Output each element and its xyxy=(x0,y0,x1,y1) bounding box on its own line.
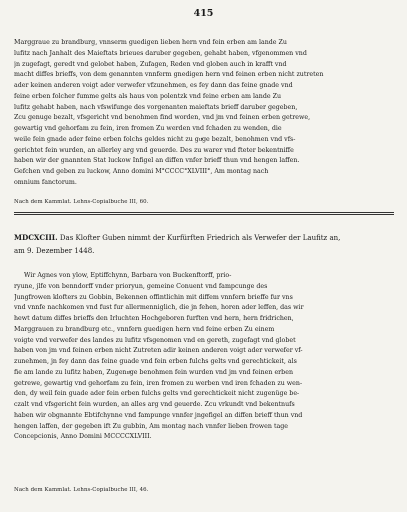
text-line: Jungfrowen klofters zu Gobbin, Bekennen offintlichin mit diffem vnnfern brieffe fur vns xyxy=(14,293,293,301)
text-line: haben wir der gnannten Stat luckow Infigel an diffen vnfer brieff thun vnd hengen laffen. xyxy=(14,157,300,165)
text-line: fie am lande zu lufitz haben, Zugenuͤge benohmen fein wurden vnd jm vnd feinen erben xyxy=(14,368,293,376)
text-line: feine erben folcher fumme gelts als haus von polentzk vnd feine erben am lande Zu xyxy=(14,92,282,100)
text-line: omnium fanctorum. xyxy=(14,178,77,186)
text-line: zunehmen, jn fey dann das feine guade vnd fein erben fulchs gelts vnd gerechtickeit, als xyxy=(14,358,297,365)
divider xyxy=(14,212,394,213)
text-line: Marggraue zu brandburg, vnnserm guedigen lieben hern vnd fein erben am lande Zu xyxy=(14,39,287,46)
text-line: jn zugefagt, geredt vnd gelobet haben, Zufagen, Reden vnd globen auch in krafft vnd xyxy=(14,60,287,68)
text-line: Marggrauen zu brandburg etc., vnnfern guedigen hern vnd feine erben Zu einem xyxy=(14,325,275,333)
heading-line xyxy=(14,232,399,245)
heading-text: Das Klofter Guben nimmt der Kurfürften Friedrich als Verwefer der Laufitz an, xyxy=(59,234,341,242)
divider xyxy=(14,214,394,215)
document2-body xyxy=(14,271,394,443)
document-number: MDCXCIII. xyxy=(14,233,58,242)
source-note: Nach dem Kammlat. Lehns-Copialbuche III, 60. xyxy=(14,199,149,205)
text-line: haben von jm vnd feinen erben nicht Zutreten adir keinen anderen voigt ader verwefer vf- xyxy=(14,347,303,355)
heading-date: am 9. Dezember 1448. xyxy=(14,246,95,255)
text-line: haben wir obgnannte Ebtifchynne vnd fampunge vnnfer jngefigel an diffen brieff thun vnd xyxy=(14,411,303,419)
page-number: 415 xyxy=(193,8,214,19)
text-line: macht diffes brieffs, von dem genannten vnnferm gnedigen hern vnd feinen erben nicht zutreten xyxy=(14,71,324,79)
text-line: Gefchen vnd geben zu luckow, Anno domini M°CCCC°XLVIII°, Am montag nach xyxy=(14,168,269,175)
text-line: gerichtet fein wurden, an allerley arg vnd geuerde. Des zu warer vnd fteter bekentniffe xyxy=(14,146,294,154)
text-line: czalt vnd vfsgericht fein wurden, an alles arg vnd geuerde. Zcu vrkundt vnd bekentnufs xyxy=(14,401,295,408)
document1-body xyxy=(14,38,394,189)
text-line: hengen laffen, der gegeben ift Zu gubbin, Am montag nach vnnfer lieben frowen tage xyxy=(14,422,289,430)
text-line: den, dy weil fein guade ader fein erben fulchs gelts vnd gerechtickeit nicht zugenüge be- xyxy=(14,390,300,398)
text-line: Concepcionis, Anno Domini MCCCCXLVIII. xyxy=(14,433,152,441)
text-line: Zcu genuge bezalt, vfsgericht vnd benohmen find worden, vnd jm vnd feinen erben getrewe, xyxy=(14,114,311,122)
text-line: ader keinen anderen voigt ader verwefer vfzunehmen, es fey dann das feine gnade vnd xyxy=(14,82,293,89)
text-line: ryune, jlfe von benndorff vnder prioryun, gemeine Conuent vnd fampcunge des xyxy=(14,282,268,290)
document-heading xyxy=(14,232,399,257)
text-line: lufitz gehabt haben, nach vfswifunge des vorgenanten maieftats brieff daruber gegeben, xyxy=(14,103,298,111)
text-line: Wir Agnes von ylow, Eptiffchynn, Barbara von Buckenftorff, prio- xyxy=(24,272,232,279)
text-line: voigte vnd verwefer des landes zu lufitz vfsgenomen vnd en gereth, zugefagt vnd globet xyxy=(14,336,296,344)
text-line: lufitz nach Janhalt des Maieftats brieues daruber gegeben, gehabt haben, vfgenommen vnd xyxy=(14,49,307,57)
text-line: getrewe, gewartig vnd gehorfam zu fein, iren fromen zu werben vnd iren fchaden zu wen- xyxy=(14,379,303,387)
text-line: gewartig vnd gehorfam zu fein, iren fromen Zu werden vnd fchaden zu wenden, die xyxy=(14,125,282,132)
text-line: vnd vnnfe nachkomen vnd fust fur allermenniglich, die jn fehen, horen ader leffen, das wir xyxy=(14,304,304,312)
text-line: weile fein gnade ader feine erben folchs geldes nicht zu guͤge bezalt, benohmen vnd vfs- xyxy=(14,135,296,143)
source-note: Nach dem Kammlat. Lehns-Copialbuche III, 46. xyxy=(14,487,149,493)
text-line: hewt datum diffes brieffs den Irluchten Hochgeboren furften vnd hern, hern fridrichen, xyxy=(14,315,294,322)
